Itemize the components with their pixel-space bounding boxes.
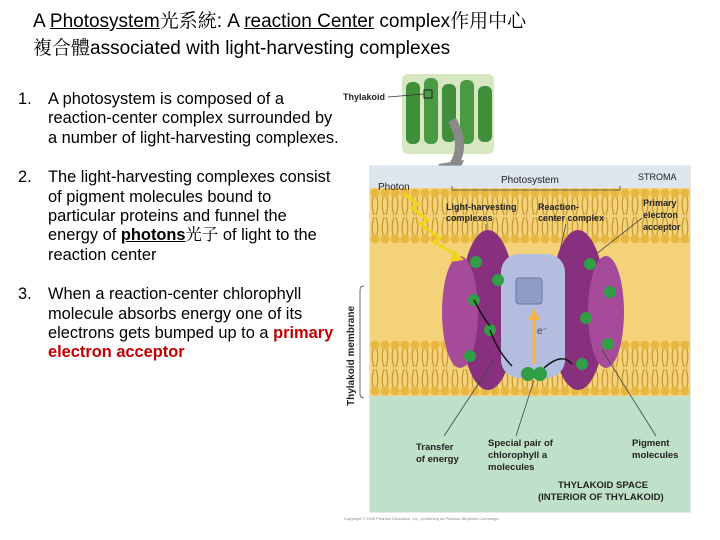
thylakoid-membrane-label: Thylakoid membrane — [346, 305, 357, 406]
primary-electron-acceptor — [516, 278, 542, 304]
stroma-label: STROMA — [638, 172, 677, 182]
thylakoid-thumbnail — [402, 74, 494, 154]
photosystem-label: Photosystem — [501, 175, 559, 186]
bullet-list — [18, 90, 340, 383]
photosystem-term: Photosystem — [49, 11, 160, 32]
light-harvesting-label-line1: Light-harvesting — [446, 202, 517, 212]
photon-label: Photon — [378, 182, 410, 193]
thylakoid-space-label-line1: THYLAKOID SPACE — [558, 480, 649, 491]
special-pair-label-line2: chlorophyll a — [488, 450, 548, 461]
special-pair-label-line3: molecules — [488, 462, 535, 473]
point-2: 2. The light-harvesting complexes consist of pigment molecules bound to particular proteins and funnel the energy of photons光子 of light to the reaction center — [18, 168, 331, 264]
photosystem-chinese: 光系統 — [159, 11, 217, 32]
copyright-notice: Copyright © 2008 Pearson Education, Inc., publishing as Pearson Benjamin Cummings. — [344, 516, 500, 521]
electron-label: e⁻ — [537, 326, 548, 337]
transfer-label-line2: of energy — [416, 454, 459, 465]
transfer-label-line1: Transfer — [416, 442, 454, 453]
pigment-label-line2: molecules — [632, 450, 679, 461]
slide-title: A Photosystem光系統: A reaction Center complex作用中心 複合體associated with light-harvesting complexes — [33, 11, 527, 59]
upper-membrane-layer — [370, 188, 690, 244]
thylakoid-label: Thylakoid — [343, 92, 386, 102]
reaction-center-label-line1: Reaction- — [538, 202, 580, 212]
primary-electron-acceptor-term: primary electron acceptor — [48, 324, 334, 362]
pigment-label-line1: Pigment — [632, 438, 670, 449]
primary-acceptor-label-line1: Primary — [643, 198, 677, 208]
photosystem-diagram — [340, 68, 695, 526]
special-pair-label-line1: Special pair of — [488, 438, 553, 449]
reaction-center-term: reaction Center — [244, 11, 375, 32]
point-3: 3. When a reaction-center chlorophyll molecule absorbs energy one of its electrons gets bumped up to a primary electron acceptor — [18, 285, 334, 362]
point-1: 1. A photosystem is composed of a reaction-center complex surrounded by a number of light-harvesting complexes. — [18, 90, 339, 147]
light-harvesting-label-line2: complexes — [446, 213, 493, 223]
photons-term: photons — [120, 226, 186, 245]
reaction-center-label-line2: center complex — [538, 213, 605, 223]
thylakoid-space-label-line2: (INTERIOR OF THYLAKOID) — [538, 492, 664, 503]
primary-acceptor-label-line3: acceptor — [643, 222, 681, 232]
primary-acceptor-label-line2: electron — [643, 210, 679, 220]
